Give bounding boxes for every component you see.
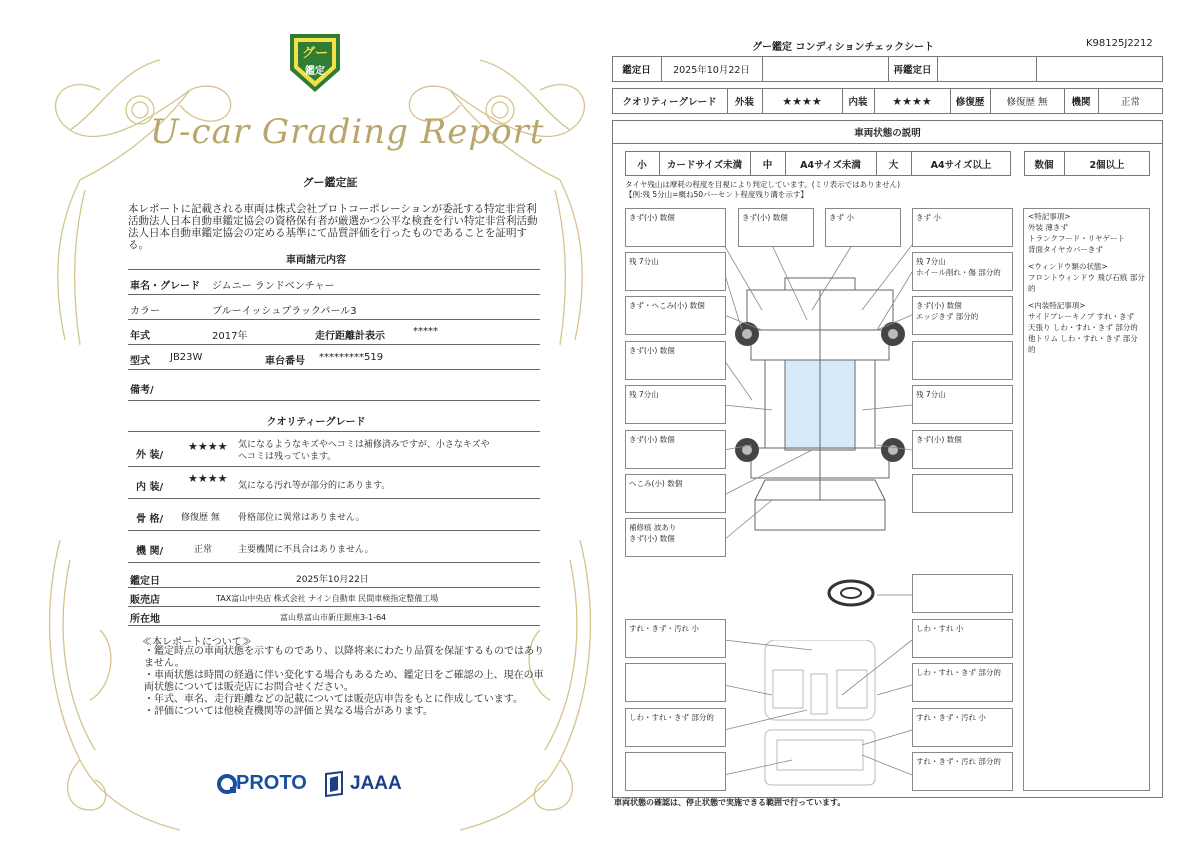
notes-list	[144, 646, 544, 718]
sheet-footer-note: 車両状態の確認は、停止状態で実施できる範囲で行っています。	[614, 798, 846, 807]
car-name-value: ジムニー ランドベンチャー	[212, 281, 335, 292]
year-label: 年式	[130, 331, 150, 342]
divider	[128, 498, 540, 499]
car-name-label: 車名・グレード	[130, 281, 200, 292]
grade-section-title: クオリティーグレード	[266, 417, 366, 428]
jaaa-logo-icon	[324, 770, 346, 798]
chassis-value: *********519	[319, 352, 384, 363]
tire-note-1: タイヤ残山は摩耗の程度を目視により判定しています。(ミリ表示ではありません)	[625, 180, 901, 189]
condition-box: 補修痕 波あり きず(小) 数個	[625, 518, 726, 557]
vehicle-state-title: 車両状態の説明	[854, 127, 921, 139]
condition-box: しわ・すれ・きず 部分的	[912, 663, 1013, 702]
color-label: カラー	[130, 306, 160, 317]
condition-box: 残 7分山	[625, 252, 726, 291]
engine-label: 機 関/	[136, 546, 164, 557]
dealer-value: TAX富山中央店 株式会社 ナイン自動車 民間車検指定整備工場	[216, 594, 439, 603]
proto-logo-icon	[216, 773, 238, 795]
interior-description: 気になる汚れ等が部分的にあります。	[238, 481, 391, 491]
tire-note-2: 【例:残 5分山=概ね50パーセント程度残り溝を示す】	[625, 190, 808, 199]
condition-box: 残 7分山 ホイール削れ・傷 部分的	[912, 252, 1013, 291]
condition-box	[625, 752, 726, 791]
divider	[128, 369, 540, 370]
condition-box: 残 7分山	[625, 385, 726, 424]
engine-description: 主要機関に不具合はありません。	[238, 545, 374, 555]
divider	[128, 269, 540, 270]
dealer-label: 販売店	[130, 595, 160, 606]
address-label: 所在地	[130, 614, 160, 625]
year-value: 2017年	[212, 331, 248, 342]
engine-value: 正常	[194, 545, 213, 555]
chassis-label: 車台番号	[265, 356, 305, 367]
condition-box: きず(小) 数個	[738, 208, 814, 247]
condition-box: すれ・きず・汚れ 部分的	[912, 752, 1013, 791]
ornament-top-right	[400, 50, 600, 350]
condition-box: 残 7分山	[912, 385, 1013, 424]
exterior-description: 気になるようなキズやヘコミは補修済みですが、小さなキズやヘコミは残っています。	[238, 440, 490, 462]
condition-box: きず・へこみ(小) 数個	[625, 296, 726, 335]
sheet-code: K98125J2212	[1086, 38, 1153, 49]
condition-box: きず(小) 数個 エッジきず 部分的	[912, 296, 1013, 335]
condition-box	[625, 663, 726, 702]
divider	[128, 466, 540, 467]
special-notes-panel: <特記事項> 外装 薄きず トランクフード・リヤゲート 背面タイヤカバーきず <ウィンドウ類の状態> フロントウィンドウ 飛び石痕 部分的 <内装特記事項> サイドブレーキノブ すれ・きず 天張り しわ・すれ・きず 部分的 他トリム しわ・すれ・きず 部分的	[1023, 208, 1150, 791]
frame-value: 修復歴 無	[181, 513, 220, 523]
sheet-ext-stars: ★★★★	[782, 94, 822, 108]
sheet-repair-label: 修復歴	[955, 97, 985, 108]
note-item: ・年式、車名、走行距離などの記載については販売店申告をもとに作成しています。	[144, 694, 523, 705]
condition-box	[912, 574, 1013, 613]
divider	[128, 431, 540, 432]
sheet-engine-value: 正常	[1120, 97, 1140, 108]
condition-box: しわ・すれ 小	[912, 619, 1013, 658]
interior-label: 内 装/	[136, 482, 164, 493]
sheet-int-label: 内装	[848, 97, 868, 108]
note-item: ・鑑定時点の車両状態を示すものであり、以降将来にわたり品質を保証するものではありません。	[144, 646, 544, 669]
note-item: ・車両状態は時間の経過に伴い変化する場合もあるため、鑑定日をご確認の上、現在の車両状態については販売店にお問合せください。	[144, 670, 544, 693]
divider	[128, 319, 540, 320]
note-item: ・評価については他検査機関等の評価と異なる場合があります。	[144, 706, 433, 717]
odometer-label: 走行距離計表示	[315, 331, 385, 342]
badge-top-text: グー	[301, 46, 328, 61]
proto-logo-text: PROTO	[236, 772, 307, 794]
divider	[128, 606, 540, 607]
address-value: 富山県富山市新庄銀座3-1-64	[280, 613, 387, 622]
condition-box: きず(小) 数個	[625, 208, 726, 247]
divider	[128, 625, 540, 626]
sheet-date-value: 2025年10月22日	[673, 65, 750, 76]
condition-box: へこみ(小) 数個	[625, 474, 726, 513]
divider	[128, 530, 540, 531]
remarks-label: 備考/	[130, 385, 154, 396]
exterior-label: 外 装/	[136, 450, 164, 461]
sheet-date-label: 鑑定日	[622, 65, 651, 76]
condition-box	[912, 474, 1013, 513]
size-small-label: 小	[637, 159, 647, 171]
certificate-heading: グー鑑定証	[302, 176, 358, 189]
sheet-repair-value: 修復歴 無	[1006, 97, 1048, 108]
sheet-redate-label: 再鑑定日	[893, 65, 932, 76]
certificate-title: U-car Grading Report	[150, 112, 545, 152]
count-desc: 2個以上	[1089, 159, 1125, 171]
odometer-value: *****	[413, 326, 438, 337]
condition-box: きず(小) 数個	[625, 341, 726, 380]
divider	[128, 294, 540, 295]
certificate-intro: 本レポートに記載される車両は株式会社プロトコーポレーションが委託する特定非営利活動法人日本自動車鑑定協会の資格保有者が厳選かつ公平な検査を行い特定非営利活動法人日本自動車鑑定協会の定める基準にて品質評価を行ったものであることを証明する。	[128, 203, 538, 251]
sheet-int-stars: ★★★★	[892, 94, 932, 108]
interior-stars: ★★★★	[188, 472, 228, 485]
sheet-title: グー鑑定 コンディションチェックシート	[752, 42, 935, 53]
size-mid-desc: A4サイズ未満	[800, 159, 861, 171]
sheet-grade-label: クオリティーグレード	[622, 97, 717, 108]
jaaa-logo-text: JAAA	[350, 773, 402, 794]
size-large-label: 大	[888, 159, 899, 171]
color-value: ブルーイッシュブラックパール3	[212, 306, 357, 317]
condition-box: きず 小	[912, 208, 1013, 247]
size-small-desc: カードサイズ未満	[666, 159, 743, 171]
grading-certificate	[40, 20, 600, 840]
condition-box: きず(小) 数個	[912, 430, 1013, 469]
size-large-desc: A4サイズ以上	[930, 159, 992, 171]
condition-box: しわ・すれ・きず 部分的	[625, 708, 726, 747]
condition-box: すれ・きず・汚れ 小	[912, 708, 1013, 747]
spec-section-title: 車両諸元内容	[286, 255, 346, 266]
notes-title: ≪本レポートについて≫	[142, 637, 252, 648]
frame-description: 骨格部位に異常はありません。	[238, 513, 365, 523]
date-value: 2025年10月22日	[296, 575, 369, 585]
sheet-ext-label: 外装	[734, 97, 754, 108]
divider	[128, 587, 540, 588]
condition-box: きず(小) 数個	[625, 430, 726, 469]
size-mid-label: 中	[762, 159, 773, 171]
model-label: 型式	[130, 356, 150, 367]
divider	[128, 562, 540, 563]
model-value: JB23W	[170, 352, 203, 363]
badge-bottom-text: 鑑定	[305, 66, 325, 77]
divider	[128, 400, 540, 401]
exterior-stars: ★★★★	[188, 440, 228, 453]
condition-box: きず 小	[825, 208, 901, 247]
date-label: 鑑定日	[130, 576, 160, 587]
sheet-engine-label: 機関	[1071, 97, 1091, 108]
condition-box: すれ・きず・汚れ 小	[625, 619, 726, 658]
frame-label: 骨 格/	[136, 514, 164, 525]
condition-box	[912, 341, 1013, 380]
count-label: 数個	[1034, 159, 1054, 171]
divider	[128, 344, 540, 345]
